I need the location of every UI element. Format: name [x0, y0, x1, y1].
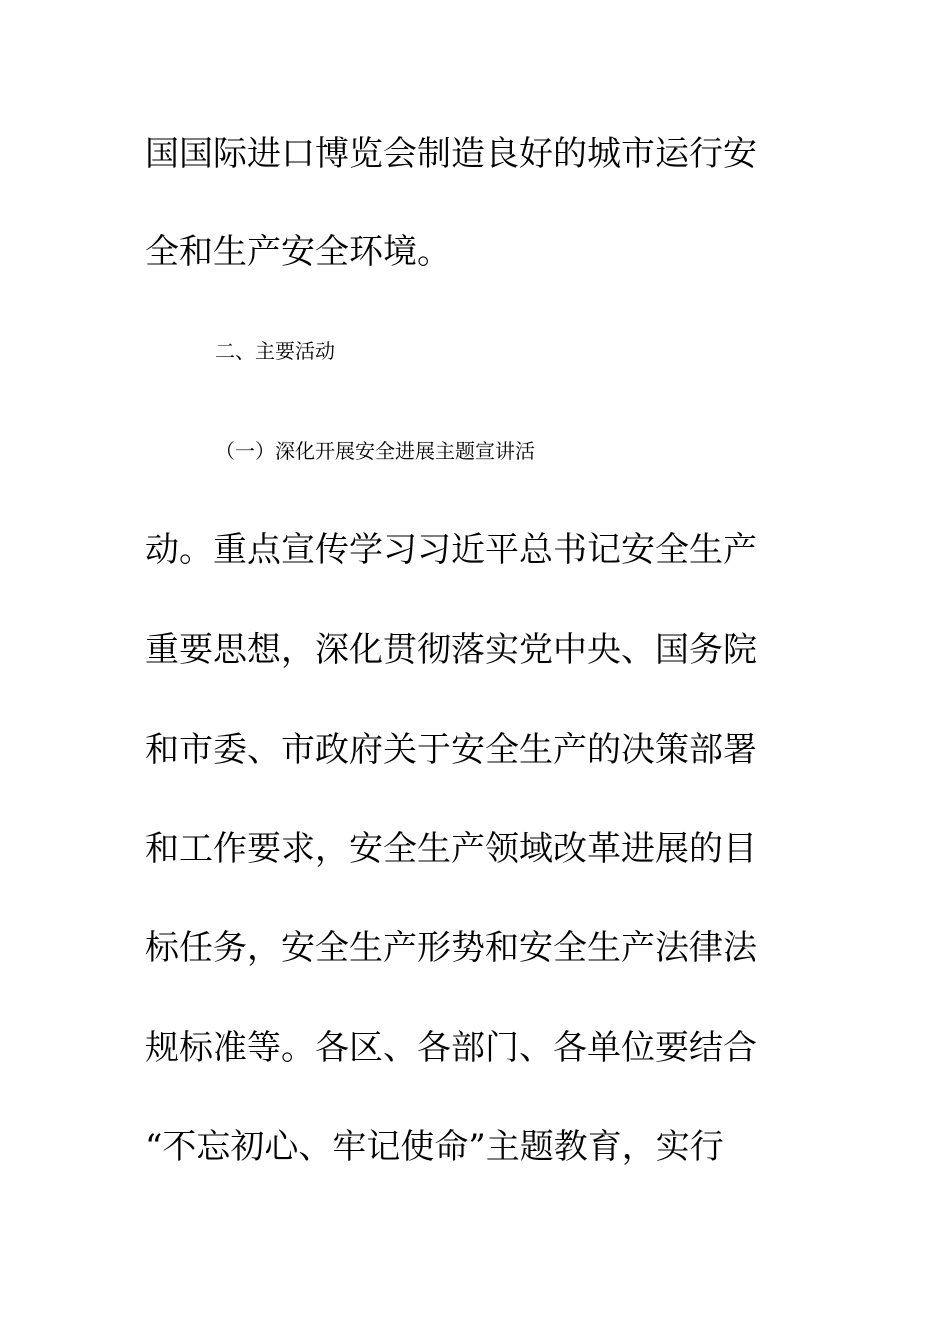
paragraph-line-2: 全和生产安全环境。	[145, 232, 451, 272]
paragraph-line-7: 和市委、市政府关于安全生产的决策部署	[145, 730, 757, 770]
paragraph-line-8: 和工作要求，安全生产领域改革进展的目	[145, 829, 757, 869]
paragraph-line-6: 重要思想，深化贯彻落实党中央、国务院	[145, 630, 757, 670]
paragraph-line-1: 国国际进口博览会制造良好的城市运行安	[145, 134, 757, 174]
paragraph-line-9: 标任务，安全生产形势和安全生产法律法	[145, 928, 757, 968]
paragraph-line-5: 动。重点宣传学习习近平总书记安全生产	[145, 530, 757, 570]
section-heading: 二、主要活动	[215, 339, 335, 363]
paragraph-line-10: 规标准等。各区、各部门、各单位要结合	[145, 1028, 757, 1068]
subsection-heading-line: （一）深化开展安全进展主题宣讲活	[215, 439, 535, 463]
paragraph-line-11: “不忘初心、牢记使命”主题教育，实行	[145, 1127, 724, 1167]
